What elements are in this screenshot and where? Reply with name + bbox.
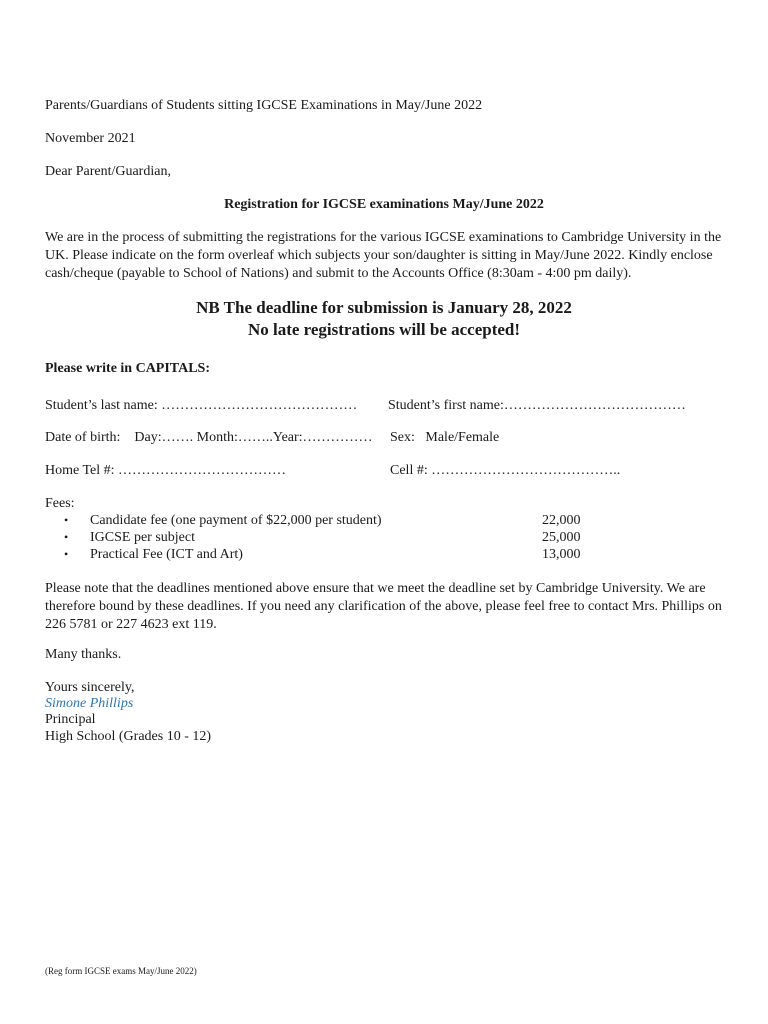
signature: Simone Phillips [45,696,134,711]
deadline-line-2: No late registrations will be accepted! [247,320,521,339]
letter-date: November 2021 [45,131,136,146]
fee-name: Practical Fee (ICT and Art) [90,547,243,562]
signer-department: High School (Grades 10 - 12) [45,729,212,744]
fee-amount: 13,000 [542,547,581,562]
fee-amount: 25,000 [542,530,581,545]
signer-role: Principal [45,712,96,727]
letter-title: Registration for IGCSE examinations May/June 2022 [224,197,544,212]
cell-field: Cell #: ………………………………….. [390,463,621,478]
thanks-line: Many thanks. [45,647,122,662]
sign-off: Yours sincerely, [45,680,135,695]
date-of-birth-field: Date of birth: Day:……. Month:……..Year:…………… [45,430,373,445]
fee-name: Candidate fee (one payment of $22,000 per student) [90,513,382,528]
bullet-icon: • [64,547,69,561]
deadline-line-1: NB The deadline for submission is January 28, 2022 [196,298,572,317]
sex-field: Sex: Male/Female [390,430,500,445]
bullet-icon: • [64,513,69,527]
first-name-field: Student’s first name:………………………………… [388,398,686,413]
footer-reference: (Reg form IGCSE exams May/June 2022) [45,966,197,976]
capitals-instruction: Please write in CAPITALS: [45,361,210,376]
fee-amount: 22,000 [542,513,581,528]
fees-label: Fees: [45,496,75,511]
note-paragraph: Please note that the deadlines mentioned above ensure that we meet the deadline set by Cambridge University. We are therefore bound by these deadlines. If you need any clarification of the above, please feel free to contact Mrs. Phillips on 226 5781 or 227 4623 ext 119. [45,581,722,632]
intro-paragraph: We are in the process of submitting the registrations for the various IGCSE examinations to Cambridge University in the UK. Please indicate on the form overleaf which subjects your son/daughter is sitting in May/June 2022. Kindly enclose cash/cheque (payable to School of Nations) and submit to the Accounts Office (8:30am - 4:00 pm daily). [45,230,722,281]
greeting: Dear Parent/Guardian, [45,164,171,179]
bullet-icon: • [64,530,69,544]
home-tel-field: Home Tel #: ……………………………… [45,463,287,478]
last-name-field: Student’s last name: …………………………………… [45,398,358,413]
audience-line: Parents/Guardians of Students sitting IGCSE Examinations in May/June 2022 [45,98,483,113]
fee-name: IGCSE per subject [90,530,195,545]
